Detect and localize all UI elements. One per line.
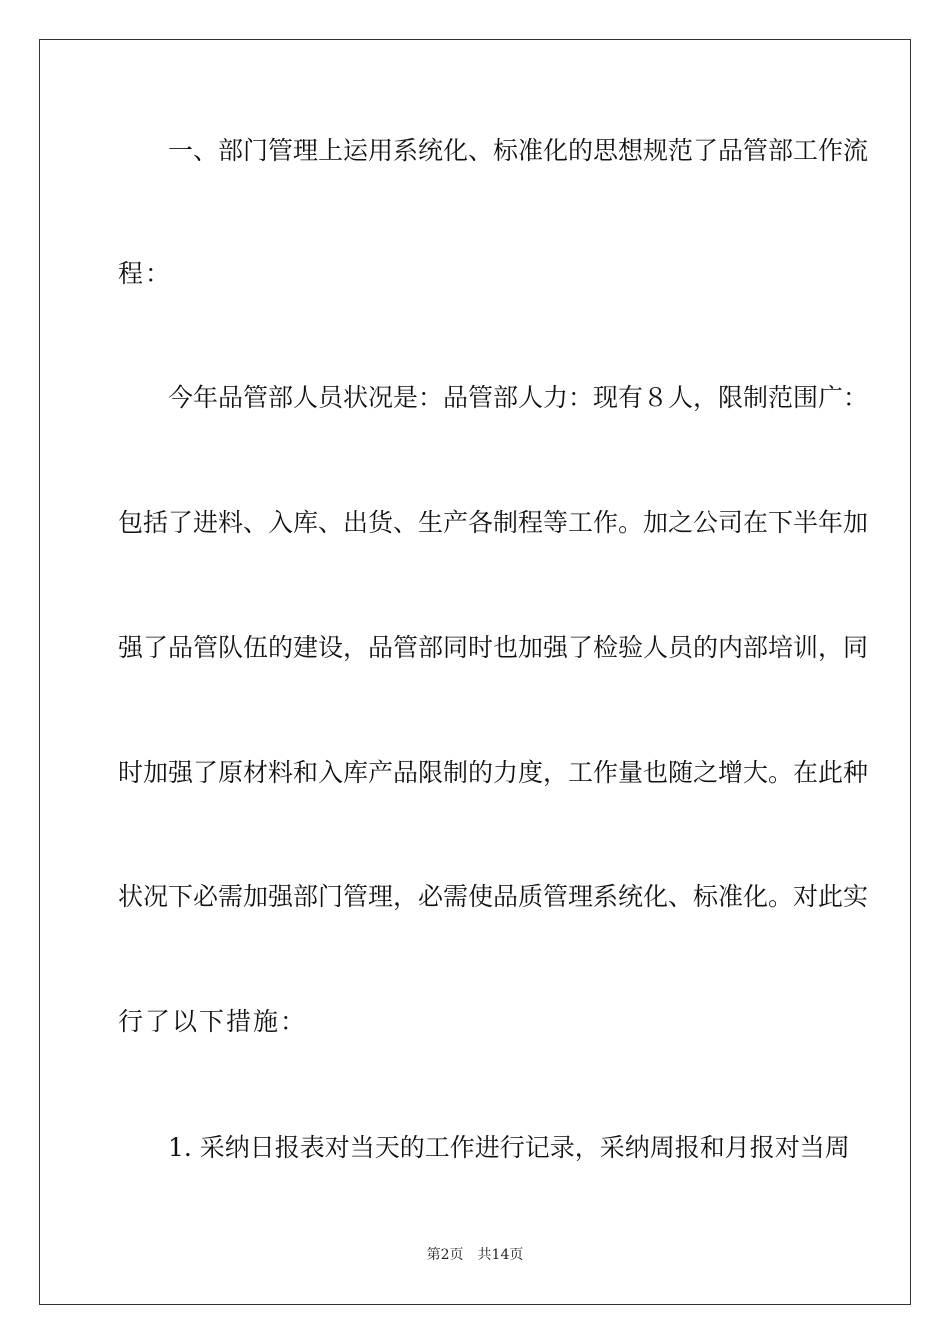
page-number: 第2页: [426, 1247, 464, 1263]
body-line-3: 今年品管部人员状况是：品管部人力：现有８人，限制范围广：: [168, 383, 869, 412]
body-line-6: 时加强了原材料和入库产品限制的力度，工作量也随之增大。在此种: [118, 758, 869, 787]
page-footer: [0, 1246, 950, 1264]
body-line-1: 一、部门管理上运用系统化、标准化的思想规范了品管部工作流: [168, 136, 869, 165]
body-line-8: 行了以下措施：: [118, 1007, 308, 1036]
body-line-5: 强了品管队伍的建设，品管部同时也加强了检验人员的内部培训，同: [118, 633, 869, 662]
page-border: [39, 39, 911, 1305]
body-line-9: 1. 采纳日报表对当天的工作进行记录，采纳周报和月报对当周: [168, 1133, 850, 1162]
page-total: 共14页: [477, 1247, 524, 1263]
body-line-2: 程：: [118, 259, 173, 288]
body-line-4: 包括了进料、入库、出货、生产各制程等工作。加之公司在下半年加: [118, 508, 869, 537]
body-line-7: 状况下必需加强部门管理，必需使品质管理系统化、标准化。对此实: [118, 882, 869, 911]
